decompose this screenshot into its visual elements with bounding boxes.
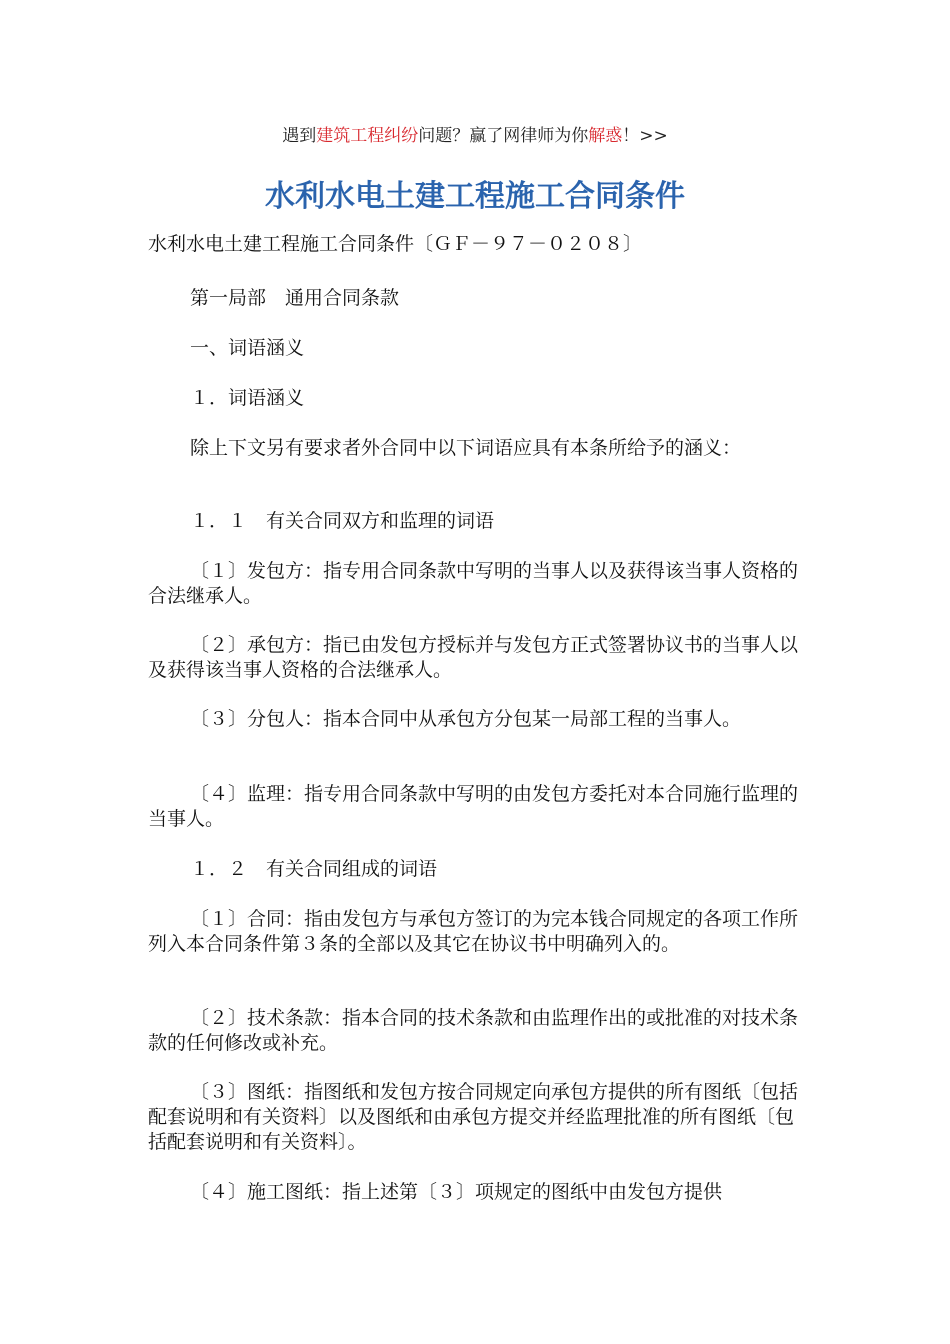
paragraph-clause-heading: １．词语涵义 bbox=[190, 387, 305, 409]
paragraph-contractor-definition: 〔２〕承包方：指已由发包方授标并与发包方正式签署协议书的当事人以及获得该当事人资格的合法继承人。 bbox=[148, 634, 799, 681]
banner-prefix: 遇到 bbox=[282, 126, 317, 146]
paragraph-technical-terms-definition: 〔２〕技术条款：指本合同的技术条款和由监理作出的或批准的对技术条款的任何修改或补充。 bbox=[148, 1007, 799, 1054]
paragraph-supervisor-definition: 〔４〕监理：指专用合同条款中写明的由发包方委托对本合同施行监理的当事人。 bbox=[148, 783, 799, 830]
paragraph-subclause-1-1: １．１ 有关合同双方和监理的词语 bbox=[190, 510, 495, 532]
paragraph-drawings-definition: 〔３〕图纸：指图纸和发包方按合同规定向承包方提供的所有图纸〔包括配套说明和有关资料〕以及图纸和由承包方提交并经监理批准的所有图纸〔包括配套说明和有关资料〕。 bbox=[148, 1081, 799, 1153]
paragraph-subclause-1-2: １．２ 有关合同组成的词语 bbox=[190, 858, 438, 880]
paragraph-section-heading: 一、词语涵义 bbox=[190, 337, 305, 359]
banner-middle: 问题？赢了网律师为你 bbox=[418, 126, 589, 146]
paragraph-construction-drawings-definition: 〔４〕施工图纸：指上述第〔３〕项规定的图纸中由发包方提供 bbox=[190, 1181, 723, 1203]
paragraph-part-heading: 第一局部 通用合同条款 bbox=[190, 287, 400, 309]
paragraph-subtitle: 水利水电土建工程施工合同条件〔ＧＦ－９７－０２０８〕 bbox=[148, 233, 643, 255]
paragraph-contract-definition: 〔１〕合同：指由发包方与承包方签订的为完本钱合同规定的各项工作所列入本合同条件第３条的全部以及其它在协议书中明确列入的。 bbox=[148, 908, 799, 955]
paragraph-intro: 除上下文另有要求者外合同中以下词语应具有本条所给予的涵义： bbox=[190, 437, 742, 459]
promo-banner bbox=[0, 124, 950, 148]
document-title: 水利水电土建工程施工合同条件 bbox=[265, 179, 685, 214]
banner-link-answer[interactable]: 解惑 bbox=[588, 126, 623, 146]
paragraph-employer-definition: 〔１〕发包方：指专用合同条款中写明的当事人以及获得该当事人资格的合法继承人。 bbox=[148, 560, 799, 607]
banner-link-construction-dispute[interactable]: 建筑工程纠纷 bbox=[316, 126, 419, 146]
banner-suffix-link[interactable]: ！>> bbox=[622, 126, 668, 146]
paragraph-subcontractor-definition: 〔３〕分包人：指本合同中从承包方分包某一局部工程的当事人。 bbox=[190, 708, 742, 730]
